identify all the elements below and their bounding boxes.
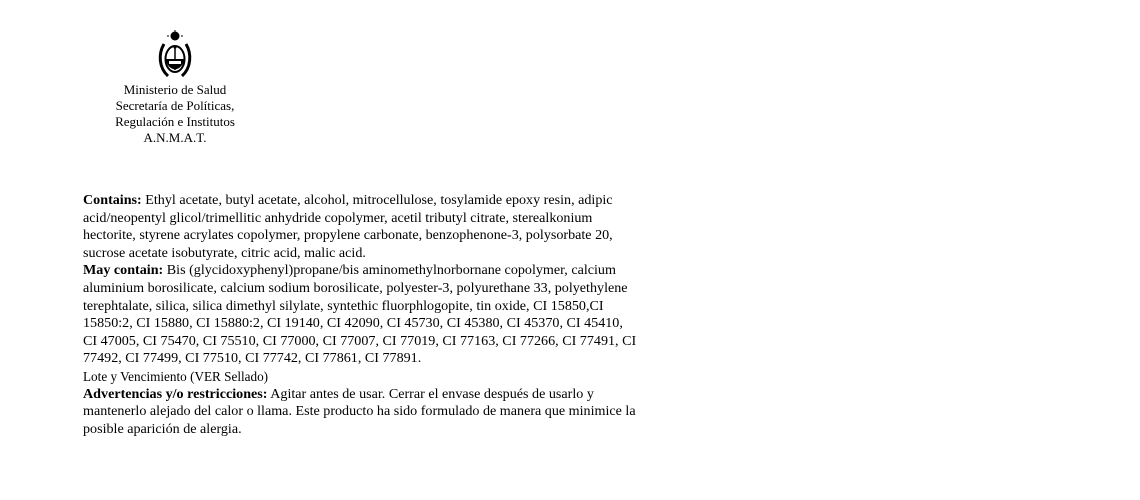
- letterhead-line: Regulación e Institutos: [115, 114, 235, 129]
- may-contain-text-line: 15850:2, CI 15880, CI 15880:2, CI 19140, CI 42090, CI 45730, CI 45380, CI 45370, CI 45410,: [83, 315, 623, 332]
- contains-section: [83, 192, 813, 262]
- warnings-text-line: mantenerlo alejado del calor o llama. Este producto ha sido formulado de manera que minimice la: [83, 403, 636, 420]
- may-contain-text-line: aluminium borosilicate, calcium sodium borosilicate, polyester-3, polyurethane 33, polyethylene: [83, 279, 628, 296]
- lote-line: Lote y Vencimiento (VER Sellado): [83, 368, 269, 384]
- contains-text-line: acid/neopentyl glicol/trimellitic anhydride copolymer, acetil tributyl citrate, sterealkonium: [83, 209, 593, 226]
- contains-label: Contains:: [83, 192, 142, 208]
- product-label-text: [83, 192, 813, 438]
- contains-text-line: sucrose acetate isobutyrate, citric acid, malic acid.: [83, 244, 366, 261]
- contains-text-line: Ethyl acetate, butyl acetate, alcohol, mitrocellulose, tosylamide epoxy resin, adipic: [141, 192, 613, 208]
- warnings-label: Advertencias y/o restricciones:: [83, 385, 268, 402]
- may-contain-section: [83, 262, 813, 368]
- may-contain-label: May contain:: [83, 262, 164, 279]
- coat-of-arms-icon: [157, 30, 193, 80]
- warnings-text-line: Agitar antes de usar. Cerrar el envase después de usarlo y: [267, 385, 594, 402]
- warnings-section: [83, 386, 813, 439]
- letterhead-line: Ministerio de Salud: [123, 82, 227, 97]
- may-contain-text-line: Bis (glycidoxyphenyl)propane/bis aminomethylnorbornane copolymer, calcium: [163, 262, 616, 279]
- letterhead-line: Secretaría de Políticas,: [115, 98, 235, 113]
- may-contain-text-line: CI 47005, CI 75470, CI 75510, CI 77000, CI 77007, CI 77019, CI 77163, CI 77266, CI 77491, CI: [83, 332, 637, 349]
- letterhead: [95, 30, 255, 146]
- may-contain-text-line: terephtalate, silica, silica dimethyl silylate, syntethic fluorphlogopite, tin oxide, CI 15850,CI: [83, 297, 604, 314]
- letterhead-line: A.N.M.A.T.: [143, 130, 207, 145]
- warnings-text-line: posible aparición de alergia.: [83, 420, 242, 437]
- contains-text-line: hectorite, styrene acrylates copolymer, propylene carbonate, benzophenone-3, polysorbate 20,: [83, 227, 613, 244]
- may-contain-text-line: 77492, CI 77499, CI 77510, CI 77742, CI 77861, CI 77891.: [83, 350, 422, 367]
